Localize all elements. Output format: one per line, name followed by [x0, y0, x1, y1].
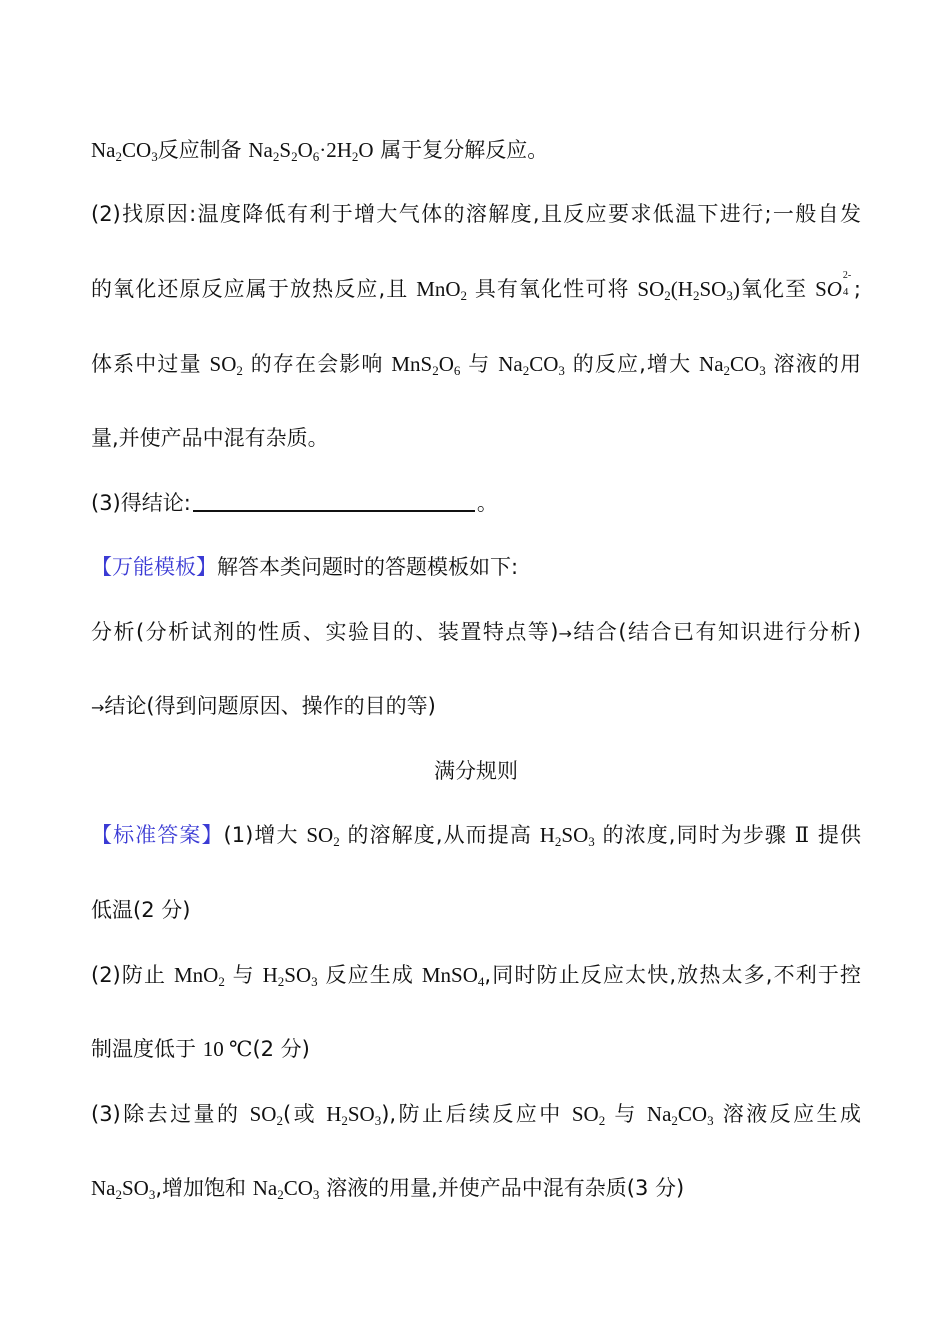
subscript: 4 — [477, 974, 485, 989]
text-line-6 — [91, 488, 861, 518]
text-line-14 — [91, 1034, 861, 1064]
chem-text: SO — [122, 1176, 149, 1200]
subscript: 2 — [236, 363, 243, 378]
text-run: 溶液的用 — [765, 352, 861, 376]
chem-text: SO — [209, 352, 237, 376]
chem-text: MnO — [174, 963, 219, 987]
text-run: 体系中过量 — [91, 352, 210, 376]
subscript: 3 — [312, 1187, 320, 1202]
text-run: 的浓度,同时为步骤 — [594, 823, 795, 847]
chem-text: MnS — [391, 352, 433, 376]
text-run: 分析(分析试剂的性质、实验目的、装置特点等) — [91, 620, 559, 644]
text-run: 的存在会影响 — [242, 352, 392, 376]
text-run: 的反应,增大 — [564, 352, 700, 376]
text-line-1 — [91, 135, 861, 165]
chem-text: S — [279, 138, 292, 162]
text-run: (1)增大 — [223, 823, 307, 847]
text-run: 反应制备 — [157, 138, 249, 162]
chem-text: H — [262, 963, 278, 987]
subscript: 2 — [671, 1113, 678, 1128]
subscript: 2 — [460, 288, 468, 303]
text-run: (2 分) — [252, 1037, 310, 1061]
subscript: 2 — [522, 363, 530, 378]
subscript: 3 — [558, 363, 565, 378]
chem-text: Na — [91, 138, 116, 162]
text-run: ,同时防止反应太快,放热太多,不利于控 — [484, 963, 861, 987]
roman-numeral: Ⅱ — [794, 823, 811, 847]
chem-text: O — [358, 138, 374, 162]
chem-text: Na — [498, 352, 523, 376]
subscript: 2 — [664, 288, 671, 303]
text-line-8 — [91, 617, 861, 649]
chem-text: SO — [699, 277, 727, 301]
text-run: ,增加饱和 — [155, 1176, 253, 1200]
subscript: 6 — [312, 149, 320, 164]
text-line-11 — [91, 820, 861, 850]
text-line-4 — [91, 349, 861, 379]
subscript: 2 — [291, 149, 298, 164]
chem-text: Na — [699, 352, 724, 376]
subscript: 4 — [842, 286, 849, 298]
chem-text: SO — [347, 1102, 375, 1126]
section-tag: 【标准答案】 — [91, 823, 224, 847]
subscript: 3 — [151, 149, 158, 164]
subscript: 2 — [692, 288, 700, 303]
subscript: 2 — [277, 974, 285, 989]
chem-text: SO — [561, 823, 589, 847]
text-run: (3)得结论: — [91, 491, 191, 515]
text-run: 氧化至 — [739, 277, 816, 301]
subscript: 3 — [726, 288, 733, 303]
chem-text: ) — [732, 277, 740, 301]
text-run: 与 — [605, 1102, 647, 1126]
subscript: 2 — [598, 1113, 606, 1128]
text-run: 反应生成 — [317, 963, 422, 987]
text-run: (2)防止 — [91, 963, 174, 987]
chem-text: Na — [91, 1176, 116, 1200]
chem-text: ·2H — [319, 138, 352, 162]
chem-text: O — [297, 138, 313, 162]
chem-text: MnSO — [421, 963, 478, 987]
chem-text: SO — [249, 1102, 277, 1126]
chem-text: CO — [283, 1176, 313, 1200]
chem-text: CO — [677, 1102, 708, 1126]
subscript: 2 — [218, 974, 225, 989]
sulfate-charge — [842, 270, 854, 298]
arrow-icon: → — [91, 698, 105, 717]
subscript: 2 — [115, 149, 122, 164]
temperature-value: 10 ℃ — [202, 1037, 253, 1061]
text-run: (3)除去过量的 — [91, 1102, 250, 1126]
chem-text: CO — [529, 352, 559, 376]
text-line-9 — [91, 691, 861, 723]
section-tag: 【万能模板】 — [91, 555, 217, 579]
subscript: 2 — [333, 834, 340, 849]
subscript: 2 — [272, 149, 280, 164]
text-line-15 — [91, 1099, 861, 1129]
subscript: 2 — [276, 1113, 283, 1128]
text-line-13 — [91, 960, 861, 990]
text-run: ; — [853, 277, 861, 301]
arrow-icon: → — [558, 624, 572, 643]
chem-text: CO — [122, 138, 152, 162]
subscript: 3 — [311, 974, 318, 989]
subscript: 3 — [588, 834, 595, 849]
text-run: 溶液的用量,并使产品中混有杂质(3 分) — [319, 1176, 685, 1200]
chem-text: Na — [252, 1176, 278, 1200]
chem-text: Na — [646, 1102, 672, 1126]
section-heading: 满分规则 — [434, 759, 518, 783]
text-line-7 — [91, 552, 861, 582]
text-line-5: 量,并使产品中混有杂质。 — [91, 426, 329, 450]
subscript: 3 — [707, 1113, 714, 1128]
text-line-2: (2)找原因:温度降低有利于增大气体的溶解度,且反应要求低温下进行;一般自发 — [91, 202, 861, 226]
text-run: 的氧化还原反应属于放热反应,且 — [91, 277, 417, 301]
subscript: 6 — [453, 363, 461, 378]
text-run: 解答本类问题时的答题模板如下: — [217, 555, 519, 579]
subscript: 2 — [115, 1187, 122, 1202]
chem-text: SO — [571, 1102, 599, 1126]
text-run: 溶液反应生成 — [713, 1102, 861, 1126]
chem-text: H — [539, 823, 555, 847]
text-run: 具有氧化性可将 — [467, 277, 638, 301]
subscript: 3 — [759, 363, 766, 378]
text-run: 结合(结合已有知识进行分析) — [571, 620, 862, 644]
subscript: 3 — [374, 1113, 382, 1128]
text-run: (或 — [282, 1102, 327, 1126]
subscript: 2 — [351, 149, 359, 164]
chem-text: (H — [670, 277, 693, 301]
subscript: 3 — [148, 1187, 156, 1202]
text-run: 的溶解度,从而提高 — [339, 823, 540, 847]
answer-blank — [193, 490, 475, 512]
text-line-3 — [91, 270, 861, 304]
subscript: 2 — [723, 363, 731, 378]
text-run: 属于复分解反应。 — [373, 138, 549, 162]
chem-text: Na — [248, 138, 273, 162]
text-run: 。 — [476, 491, 498, 515]
subscript: 2 — [277, 1187, 284, 1202]
chem-text: MnO — [416, 277, 461, 301]
text-run: ),防止后续反应中 — [381, 1102, 572, 1126]
text-line-12: 低温(2 分) — [91, 898, 191, 922]
chem-text: S — [815, 277, 827, 301]
chem-text: SO — [306, 823, 334, 847]
chem-text: CO — [730, 352, 760, 376]
subscript: 2 — [554, 834, 562, 849]
text-run: 结论(得到问题原因、操作的目的等) — [104, 694, 436, 718]
text-run: 与 — [460, 352, 499, 376]
subscript: 2 — [432, 363, 439, 378]
subscript: 2 — [341, 1113, 348, 1128]
chem-text: SO — [284, 963, 312, 987]
text-run: 制温度低于 — [91, 1037, 203, 1061]
text-run: 与 — [224, 963, 263, 987]
chem-text: SO — [637, 277, 665, 301]
superscript: 2- — [842, 270, 852, 281]
text-run: 提供 — [810, 823, 862, 847]
chem-text: O — [438, 352, 454, 376]
chem-italic-o: O — [826, 277, 842, 301]
chem-text: H — [326, 1102, 342, 1126]
text-line-16 — [91, 1173, 861, 1203]
